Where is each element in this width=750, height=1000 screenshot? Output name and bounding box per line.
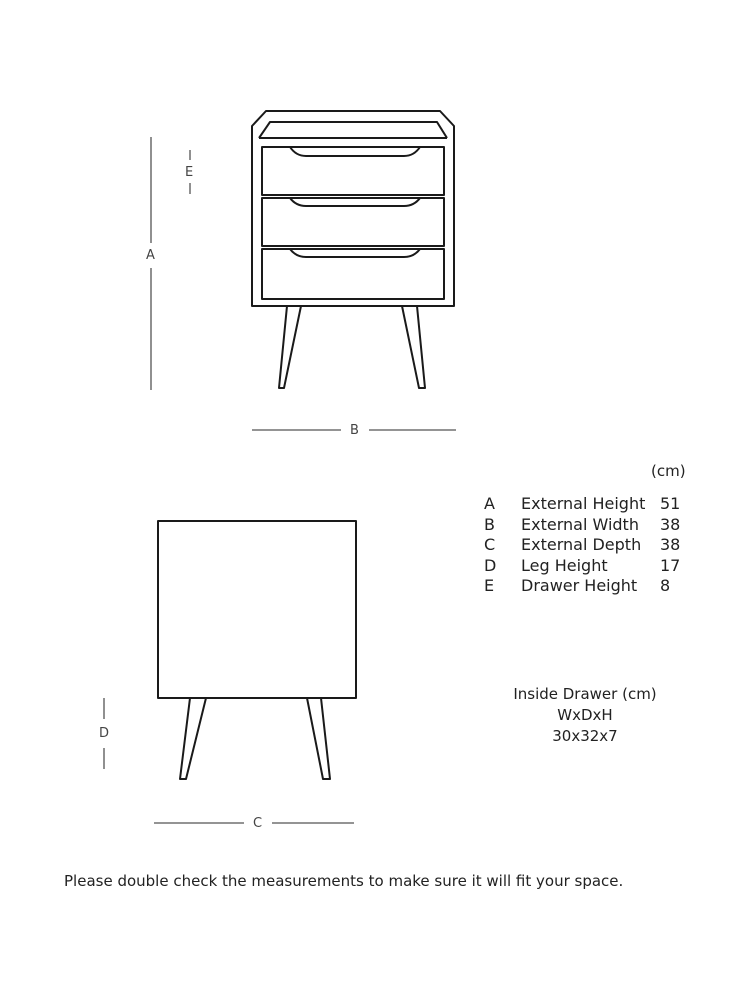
spec-name: External Width: [521, 514, 639, 534]
spec-name: Leg Height: [521, 555, 608, 575]
spec-key: E: [484, 576, 495, 596]
dim-label-b: B: [350, 423, 359, 438]
dim-label-c: C: [253, 816, 263, 831]
dim-label-e: E: [185, 165, 194, 180]
spec-name: External Depth: [521, 535, 642, 555]
table-row: [484, 535, 680, 556]
dim-label-d: D: [99, 726, 110, 741]
spec-key: B: [484, 514, 495, 534]
spec-value: 38: [660, 514, 681, 534]
side-panel: [158, 521, 356, 698]
table-row: [484, 576, 680, 597]
side-leg-right: [307, 698, 330, 779]
spec-key: D: [484, 555, 497, 575]
inside-drawer-format: WxDxH: [557, 706, 613, 724]
inside-drawer-title: Inside Drawer (cm): [513, 685, 657, 703]
inside-drawer-info: [490, 684, 680, 747]
spec-name: External Height: [521, 494, 646, 513]
dimensions-table: [484, 494, 680, 597]
spec-value: 38: [660, 535, 681, 555]
spec-value: 8: [660, 576, 671, 596]
measurement-note: Please double check the measurements to make sure it will fit your space.: [64, 872, 624, 890]
unit-label: (cm): [651, 462, 686, 480]
inside-drawer-value: 30x32x7: [552, 727, 618, 745]
table-row: [484, 515, 680, 536]
dim-label-a: A: [146, 248, 155, 263]
spec-value: 17: [660, 555, 681, 575]
spec-value: 51: [660, 494, 681, 513]
spec-key: A: [484, 494, 495, 513]
spec-name: Drawer Height: [521, 576, 638, 596]
side-leg-left: [180, 698, 206, 779]
table-row: [484, 494, 680, 515]
table-row: [484, 556, 680, 577]
spec-key: C: [484, 535, 496, 555]
